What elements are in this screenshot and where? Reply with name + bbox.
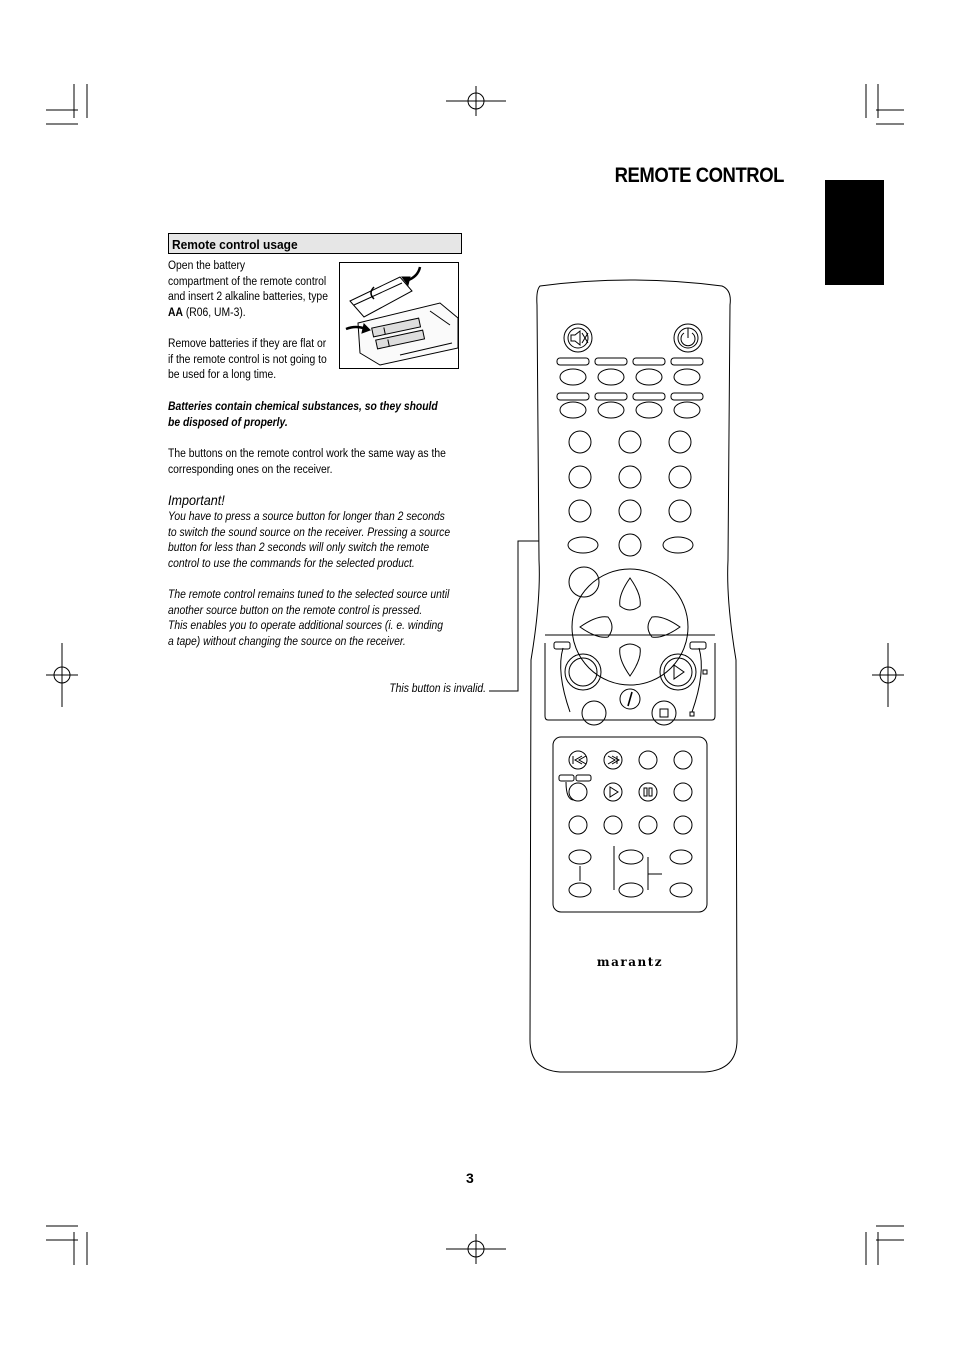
buttons-note: The buttons on the remote control work the same way as the corresponding ones on the receiver. [168, 448, 446, 476]
brand-logo: marantz [596, 955, 664, 969]
page-title: REMOTE CONTROL [614, 164, 784, 187]
invalid-button-callout: This button is invalid. [389, 683, 486, 695]
section-title: Remote control usage [172, 237, 298, 252]
battery-type: AA [168, 306, 183, 319]
important-paragraph-2: The remote control remains tuned to the selected source until another source button on the remote control is pressed. This enables you to operate additional sources (i. e. winding a tape) without changing the source on the receiver. [168, 589, 450, 648]
important-heading: Important! [168, 492, 225, 508]
battery-removal-note: Remove batteries if they are flat or if the remote control is not going to be used for a long time. [168, 338, 327, 382]
disposal-warning: Batteries contain chemical substances, so they should be disposed of properly. [168, 401, 438, 429]
important-paragraph-1: You have to press a source button for longer than 2 seconds to switch the sound source on the receiver. Pressing a source button for less than 2 seconds will only switch the remote control to use the commands for the selected product. [168, 511, 451, 570]
battery-instructions: Open the battery compartment of the remote control and insert 2 alkaline batteries, type AA (R06, UM-3). [168, 260, 328, 319]
page-number: 3 [466, 1170, 474, 1186]
